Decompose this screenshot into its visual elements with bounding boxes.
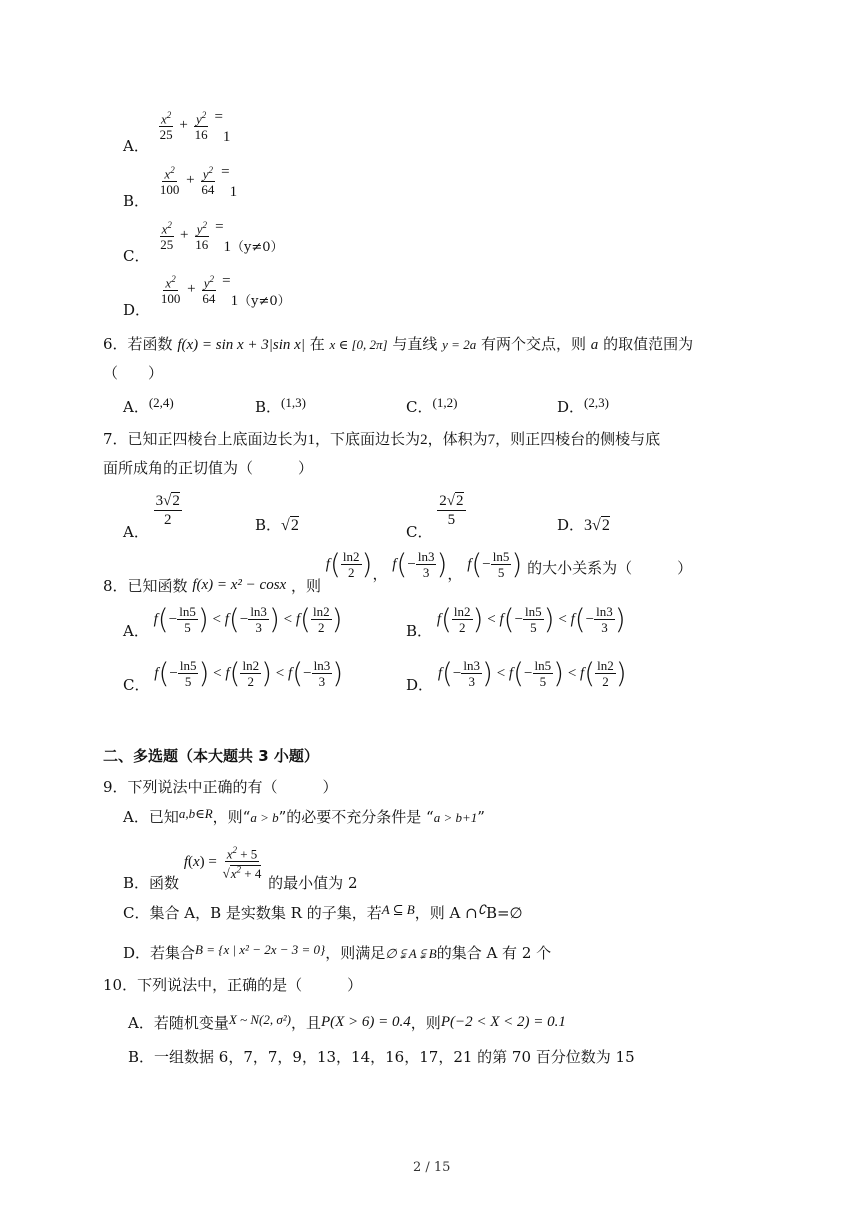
- q7-option-d: D．3√2: [557, 516, 610, 534]
- q7-option-c: C． $\frac{2√2}{5}$: [406, 493, 464, 541]
- q6-option-c: C．(1,2): [406, 395, 458, 416]
- q9-option-d: D．若集合B = {x | x² − 2x − 3 = 0}，则满足∅ ⫋ A ⫋ B的集合 A 有 2 个: [123, 942, 552, 962]
- q10-option-a: A．若随机变量X ~ N(2, σ²)，且P(X > 6) = 0.4，则P(−2 < X < 2) = 0.1: [128, 1012, 566, 1032]
- question-10-stem: 10．下列说法中，正确的是（ ）: [103, 976, 363, 994]
- q9-option-a: A．已知a,b∈R，则“a > b”的必要不充分条件是 “a > b+1”: [123, 806, 485, 826]
- question-6-stem: 6．若函数 f(x) = sin x + 3|sin x| 在 x ∈ [0, 2π] 与直线 y = 2a 有两个交点，则 a 的取值范围为: [103, 335, 694, 353]
- math-expression: f(x) = sin x + 3|sin x|: [177, 337, 305, 353]
- fraction: $\frac{x^2 + 5}{√x^2 + 4}$: [222, 845, 262, 881]
- q7-option-a: A． $\frac{3√2}{2}$: [123, 493, 180, 541]
- q9-option-c: C．集合 A，B 是实数集 R 的子集，若A ⊆ B，则 A ∩∁B=∅: [123, 902, 523, 922]
- fraction: $\frac{x^2}{100}$: [159, 165, 180, 198]
- q6-option-d: D．(2,3): [557, 395, 609, 416]
- option-label: C．: [123, 247, 150, 266]
- q6-option-a: A．(2,4): [123, 395, 174, 416]
- math-expression: x ∈ [0, 2π]: [329, 337, 388, 352]
- q10-option-b: B．一组数据 6，7，7，9，13，14，16，17，21 的第 70 百分位数为 15: [128, 1048, 635, 1066]
- fraction: $\frac{2√2}{5}$: [439, 493, 464, 528]
- fraction: $\frac{3√2}{2}$: [155, 493, 180, 528]
- q9-option-b: B．函数 f(x) = $\frac{x^2 + 5}{√x^2 + 4}$ 的最小值为 2: [123, 845, 358, 892]
- q5-option-b: B． $\frac{x^2}{100}$ + $\frac{y^2}{64}$ =1: [123, 164, 238, 211]
- question-8-stem: 8．已知函数 f(x) = x² − cosx ，则 f( $\frac{\ln 2}{2}$ )， f(− $\frac{\ln 3}{3}$ )， f(− $\frac{\ln 5}{5}$ ) 的大小关系为（ ）: [103, 547, 693, 595]
- fraction: $\frac{\ln 2}{2}$: [342, 549, 360, 580]
- fraction: $\frac{x^2}{25}$: [160, 220, 174, 253]
- section-title-multiple-choice: 二、多选题（本大题共 3 小题）: [103, 747, 319, 765]
- q6-option-b: B．(1,3): [255, 395, 306, 416]
- question-7-line1: 7．已知正四棱台上底面边长为1，下底面边长为2，体积为7，则正四棱台的侧棱与底: [103, 430, 661, 448]
- q5-option-a: A． $\frac{x^2}{25}$ + $\frac{y^2}{16}$ =1: [123, 109, 231, 156]
- option-label: D．: [123, 301, 151, 320]
- q8-option-c: C． f(− $\frac{\ln 5}{5}$ ) < f( $\frac{\ln 2}{2}$ ) < f(− $\frac{\ln 3}{3}$ ): [123, 656, 344, 694]
- fraction: $\frac{y^2}{16}$: [195, 220, 209, 253]
- q5-option-c: C． $\frac{x^2}{25}$ + $\frac{y^2}{16}$ =1（y≠0）: [123, 219, 284, 266]
- math-variable: a: [590, 337, 599, 353]
- fraction: $\frac{y^2}{16}$: [194, 110, 208, 143]
- q5-option-d: D． $\frac{x^2}{100}$ + $\frac{y^2}{64}$ =1（y≠0）: [123, 273, 291, 320]
- fraction: $\frac{y^2}{64}$: [201, 165, 215, 198]
- fraction: $\frac{x^2}{100}$: [160, 274, 181, 307]
- math-expression: y = 2a: [442, 337, 477, 352]
- question-6-blank: （ ）: [103, 364, 164, 382]
- q8-option-d: D． f(− $\frac{\ln 3}{3}$ ) < f(− $\frac{\ln 5}{5}$ ) < f( $\frac{\ln 2}{2}$ ): [406, 656, 627, 694]
- q8-option-b: B． f( $\frac{\ln 2}{2}$ ) < f(− $\frac{\ln 5}{5}$ ) < f(− $\frac{\ln 3}{3}$ ): [406, 602, 626, 640]
- page-number: 2 / 15: [413, 1160, 451, 1175]
- option-label: A．: [123, 137, 149, 156]
- fraction: $\frac{\ln 5}{5}$: [492, 549, 510, 580]
- question-9-stem: 9．下列说法中正确的有（ ）: [103, 778, 338, 796]
- fraction: $\frac{\ln 3}{3}$: [417, 549, 435, 580]
- question-7-line2: 面所成角的正切值为（ ）: [103, 459, 314, 477]
- fraction: $\frac{x^2}{25}$: [159, 110, 173, 143]
- option-label: B．: [123, 192, 150, 211]
- q8-option-a: A． f(− $\frac{\ln 5}{5}$ ) < f(− $\frac{\ln 3}{3}$ ) < f( $\frac{\ln 2}{2}$ ): [123, 602, 343, 640]
- fraction: $\frac{y^2}{64}$: [202, 274, 216, 307]
- math-expression: f(x) = x² − cosx: [192, 576, 287, 593]
- q7-option-b: B．√2: [255, 516, 299, 534]
